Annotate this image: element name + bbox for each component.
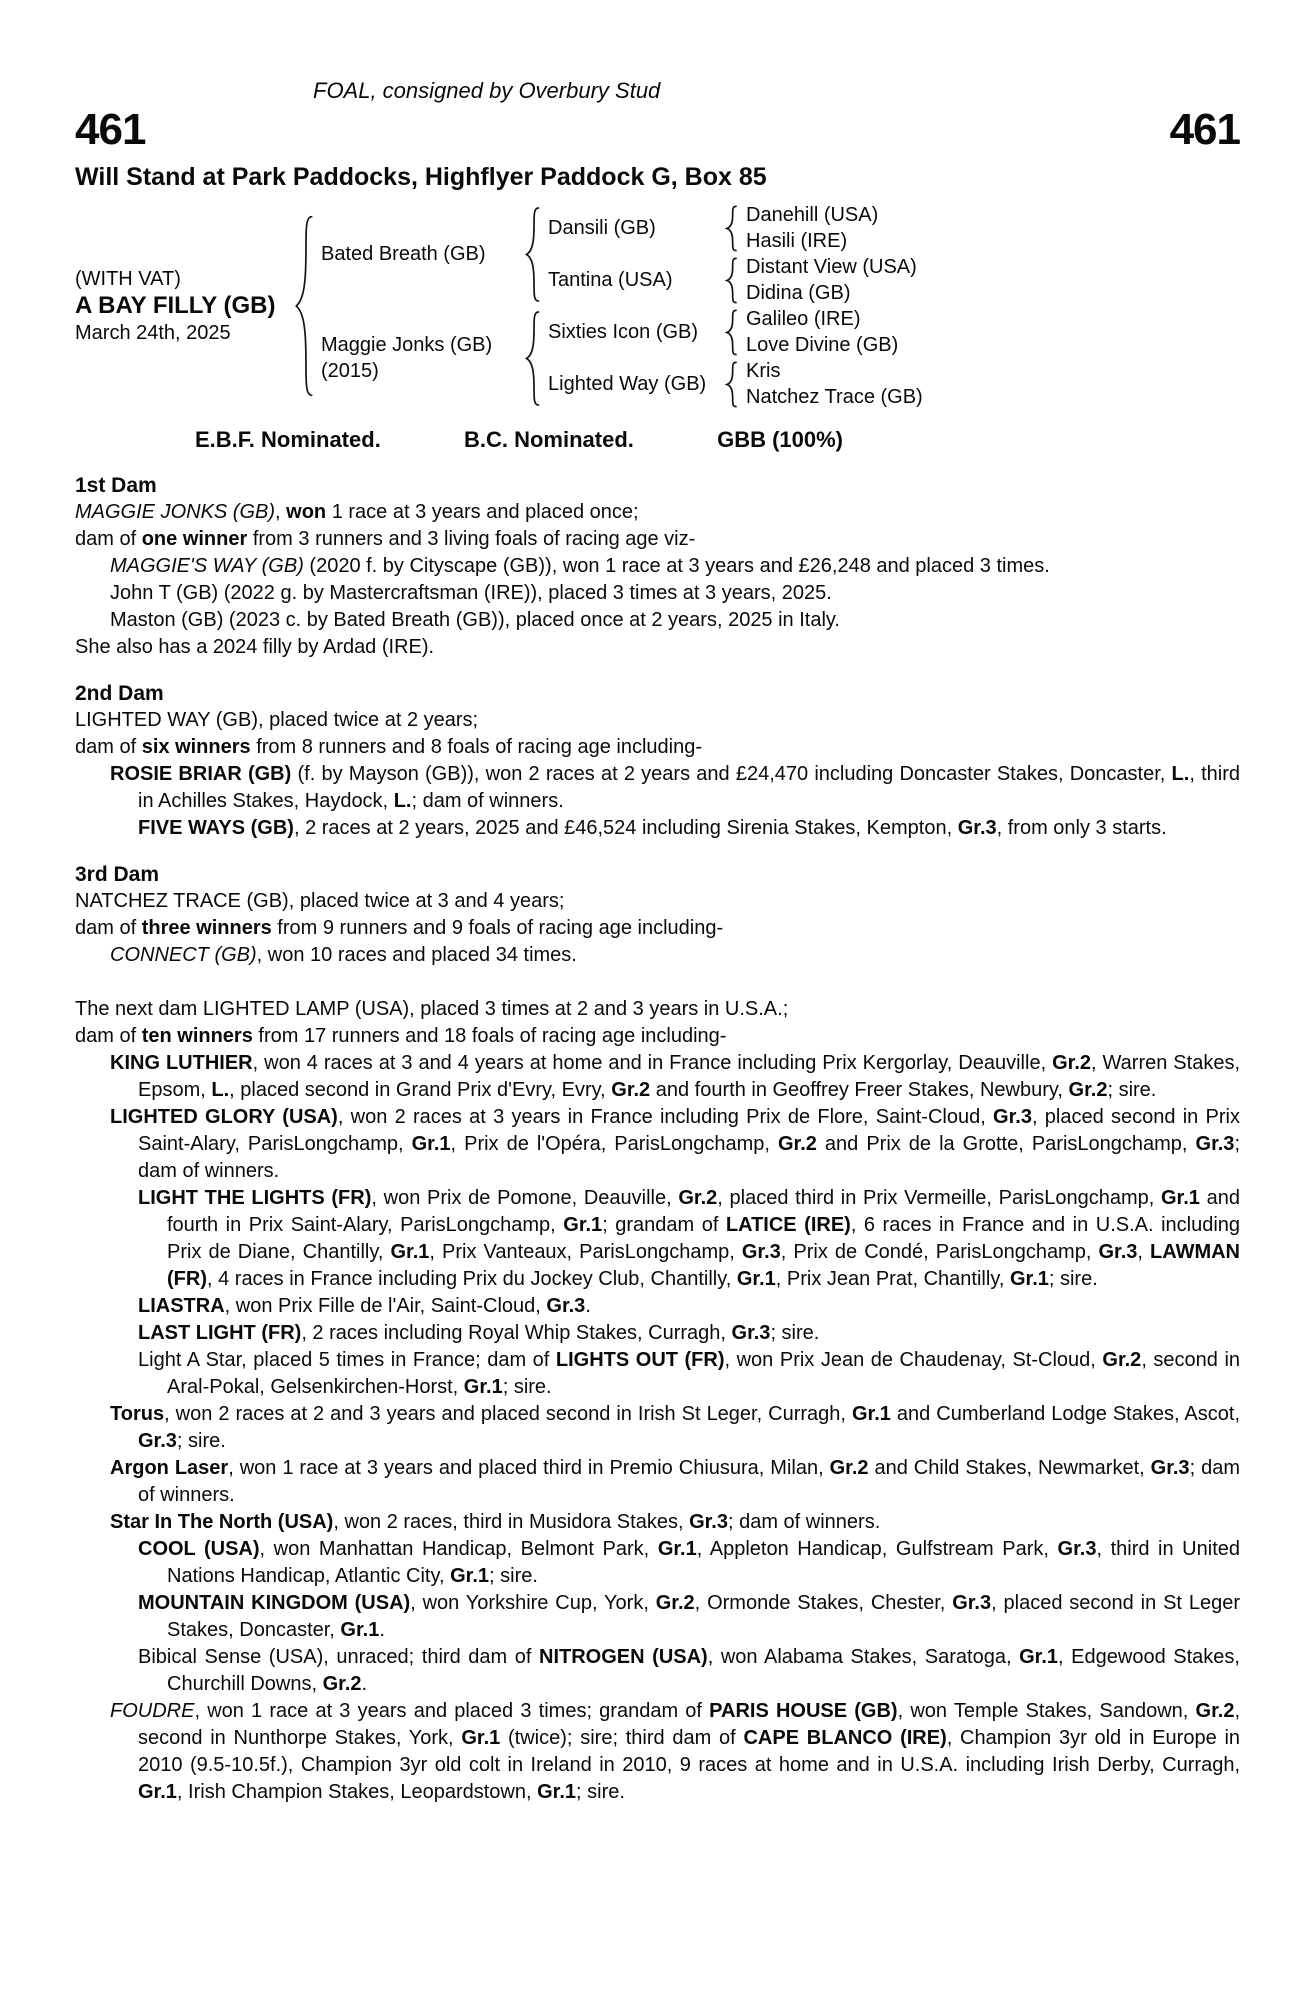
text-run: six winners — [141, 736, 251, 758]
catalogue-paragraph — [75, 815, 1240, 842]
text-run: , won Alabama Stakes, Saratoga, — [707, 1646, 1020, 1668]
catalogue-paragraph — [75, 1590, 1240, 1644]
catalogue-paragraph — [75, 1644, 1240, 1698]
text-run: from 17 runners and 18 foals of racing age including- — [252, 1025, 727, 1047]
text-run: , Ormonde Stakes, Chester, — [694, 1592, 953, 1614]
dam-section-heading: 1st Dam — [75, 474, 157, 497]
text-run: Gr.1 — [461, 1727, 501, 1749]
text-run: 1 race at 3 years and placed once; — [326, 501, 639, 523]
text-run: Gr.3 — [1150, 1457, 1190, 1479]
catalogue-paragraph — [75, 707, 1240, 734]
text-run: ; sire. — [770, 1322, 820, 1344]
pedigree-brace — [716, 205, 746, 252]
catalogue-paragraph — [75, 1023, 1240, 1050]
text-run: Gr.1 — [390, 1241, 430, 1263]
text-run: ; dam of winners. — [411, 790, 564, 812]
text-run: LIGHTED WAY (GB), placed twice at 2 years; — [75, 709, 479, 731]
text-run: , placed third in Prix Vermeille, ParisLongchamp, — [717, 1187, 1161, 1209]
text-run: KING LUTHIER — [110, 1052, 253, 1074]
text-run: ; dam of winners. — [727, 1511, 881, 1533]
text-run: , Appleton Handicap, Gulfstream Park, — [696, 1538, 1058, 1560]
text-run: from 9 runners and 9 foals of racing age including- — [271, 917, 724, 939]
nominations-row — [195, 426, 843, 453]
text-run: LIGHTED GLORY (USA) — [110, 1106, 338, 1128]
text-run: , won 2 races, third in Musidora Stakes, — [333, 1511, 690, 1533]
text-run: LAST LIGHT (FR) — [138, 1322, 302, 1344]
text-run: Gr.3 — [689, 1511, 728, 1533]
text-run: John T (GB) (2022 g. by Mastercraftsman (IRE)), placed 3 times at 3 years, 2025. — [110, 582, 832, 604]
text-run: ; dam of winners. — [138, 1133, 1240, 1182]
pedigree-brace — [287, 211, 321, 401]
text-run: . — [379, 1619, 385, 1641]
catalogue-paragraph — [75, 761, 1240, 815]
text-run: Torus — [110, 1403, 165, 1425]
text-run: LAWMAN (FR) — [167, 1241, 1240, 1290]
text-run: ; sire. — [489, 1565, 538, 1587]
text-run: MAGGIE'S WAY (GB) — [110, 555, 304, 577]
text-run: , won 2 races at 3 years in France including Prix de Flore, Saint-Cloud, — [337, 1106, 994, 1128]
text-run: Gr.3 — [731, 1322, 771, 1344]
subject-name: A BAY FILLY (GB) — [75, 292, 276, 319]
text-run: , Prix de Condé, ParisLongchamp, — [780, 1241, 1099, 1263]
text-run: from 8 runners and 8 foals of racing age including- — [250, 736, 703, 758]
text-run: , placed second in Grand Prix d'Evry, Evry, — [229, 1079, 612, 1101]
catalogue-paragraph — [75, 1293, 1240, 1320]
text-run: FIVE WAYS (GB) — [138, 817, 294, 839]
text-run: Gr.1 — [1019, 1646, 1059, 1668]
text-run: Gr.2 — [611, 1079, 651, 1101]
dam-name — [321, 332, 516, 384]
text-run: , won 1 race at 3 years and placed third in Premio Chiusura, Milan, — [228, 1457, 830, 1479]
text-run: , won Manhattan Handicap, Belmont Park, — [259, 1538, 658, 1560]
dam-section-heading: 2nd Dam — [75, 682, 164, 705]
text-run: , Prix Vanteaux, ParisLongchamp, — [429, 1241, 742, 1263]
text-run: ; sire. — [1107, 1079, 1157, 1101]
catalogue-paragraph — [75, 607, 1240, 634]
dam-section-heading: 3rd Dam — [75, 863, 160, 886]
great-grandsire: Kris — [746, 360, 781, 382]
catalogue-paragraph — [75, 1536, 1240, 1590]
text-run: FOUDRE — [110, 1700, 195, 1722]
text-run: Gr.2 — [322, 1673, 362, 1695]
catalogue-paragraph — [75, 1185, 1240, 1293]
text-run: Gr.2 — [777, 1133, 817, 1155]
great-granddam: Hasili (IRE) — [746, 230, 848, 252]
text-run: , won 10 races and placed 34 times. — [256, 944, 577, 966]
bc-nomination: B.C. Nominated. — [463, 427, 634, 452]
text-run: , placed second in Prix Saint-Alary, ParisLongchamp, — [138, 1106, 1240, 1155]
text-run: Maston (GB) (2023 c. by Bated Breath (GB)), placed once at 2 years, 2025 in Italy. — [110, 609, 840, 631]
text-run: Gr.1 — [1009, 1268, 1049, 1290]
subject-column — [75, 266, 287, 346]
text-run: , Irish Champion Stakes, Leopardstown, — [176, 1781, 538, 1803]
text-run: , Prix de l'Opéra, ParisLongchamp, — [450, 1133, 778, 1155]
consignor-title: FOAL, consigned by Overbury Stud — [313, 78, 661, 103]
pedigree-brace — [516, 309, 548, 408]
text-run: She also has a 2024 filly by Ardad (IRE). — [75, 636, 435, 658]
pedigree-brace — [716, 257, 746, 304]
catalogue-paragraph — [75, 1698, 1240, 1806]
stand-location-line: Will Stand at Park Paddocks, Highflyer Paddock G, Box 85 — [75, 163, 767, 191]
text-run: LATICE (IRE) — [725, 1214, 851, 1236]
catalogue-paragraph — [75, 1455, 1240, 1509]
text-run: Gr.2 — [1195, 1700, 1235, 1722]
text-run: Gr.1 — [463, 1376, 503, 1398]
sire-dam-name: Tantina (USA) — [548, 269, 673, 291]
great-granddam: Natchez Trace (GB) — [746, 386, 923, 408]
text-run: dam of — [75, 736, 142, 758]
text-run: , won 1 race at 3 years and placed 3 times; grandam of — [194, 1700, 710, 1722]
catalogue-paragraph — [75, 734, 1240, 761]
text-run: L. — [211, 1079, 230, 1101]
catalogue-paragraph — [75, 580, 1240, 607]
text-run: Gr.1 — [450, 1565, 490, 1587]
text-run: ; dam of winners. — [138, 1457, 1240, 1506]
text-run: Gr.1 — [563, 1214, 603, 1236]
sire-name: Bated Breath (GB) — [321, 243, 486, 265]
text-run: Gr.3 — [1195, 1133, 1235, 1155]
text-run: , won 2 races at 2 and 3 years and placed second in Irish St Leger, Curragh, — [164, 1403, 852, 1425]
text-run: dam of — [75, 528, 142, 550]
text-run: dam of — [75, 917, 142, 939]
text-run: , won 4 races at 3 and 4 years at home and in France including Prix Kergorlay, Deauville, — [252, 1052, 1053, 1074]
text-run: , Warren Stakes, Epsom, — [138, 1052, 1241, 1101]
text-run: PARIS HOUSE (GB) — [709, 1700, 898, 1722]
great-grandsire: Distant View (USA) — [746, 256, 917, 278]
text-run: , 4 races in France including Prix du Jockey Club, Chantilly, — [206, 1268, 737, 1290]
text-run: Gr.2 — [655, 1592, 695, 1614]
text-run: , won Prix Fille de l'Air, Saint-Cloud, — [224, 1295, 547, 1317]
text-run: Gr.1 — [1161, 1187, 1200, 1209]
text-run: , 6 races in France and in U.S.A. including Prix de Diane, Chantilly, — [167, 1214, 1241, 1263]
catalogue-paragraph — [75, 1104, 1240, 1185]
great-granddam: Love Divine (GB) — [746, 334, 899, 356]
text-run: Gr.1 — [340, 1619, 380, 1641]
text-run: ROSIE BRIAR (GB) — [110, 763, 292, 785]
catalogue-paragraph — [75, 499, 1240, 526]
great-granddam: Didina (GB) — [746, 282, 851, 304]
text-run: , won Yorkshire Cup, York, — [410, 1592, 656, 1614]
sire-sire-name: Dansili (GB) — [548, 217, 656, 239]
text-run: , 2 races at 2 years, 2025 and £46,524 including Sirenia Stakes, Kempton, — [293, 817, 958, 839]
text-run: , Prix Jean Prat, Chantilly, — [775, 1268, 1010, 1290]
text-run: , second in Aral-Pokal, Gelsenkirchen-Horst, — [167, 1349, 1241, 1398]
text-run: Gr.3 — [138, 1430, 177, 1452]
lot-number-right: 461 — [1169, 105, 1240, 154]
vat-note: (WITH VAT) — [75, 268, 181, 290]
text-run: Gr.2 — [1052, 1052, 1092, 1074]
text-run: NATCHEZ TRACE (GB), placed twice at 3 and 4 years; — [75, 890, 565, 912]
text-run: , Champion 3yr old in Europe in 2010 (9.5-10.5f.), Champion 3yr old colt in Ireland in 2010, 9 races at home and in U.S.A. including Irish Derby, Curragh, — [138, 1727, 1241, 1776]
catalogue-paragraph — [75, 526, 1240, 553]
catalogue-paragraph — [75, 1347, 1240, 1401]
text-run: Gr.1 — [851, 1403, 891, 1425]
text-run: and Prix de la Grotte, ParisLongchamp, — [816, 1133, 1196, 1155]
text-run: , from only 3 starts. — [996, 817, 1167, 839]
catalogue-paragraph — [75, 634, 1240, 661]
catalogue-sections — [75, 472, 1240, 1806]
text-run: NITROGEN (USA) — [539, 1646, 708, 1668]
text-run: LIASTRA — [138, 1295, 225, 1317]
text-run: , Edgewood Stakes, Churchill Downs, — [167, 1646, 1240, 1695]
pedigree-table — [75, 202, 1240, 410]
catalogue-paragraph — [75, 915, 1240, 942]
text-run: Gr.3 — [952, 1592, 992, 1614]
pedigree-brace — [516, 205, 548, 304]
text-run: Bibical Sense (USA), unraced; third dam of — [138, 1646, 540, 1668]
catalogue-paragraph — [75, 1320, 1240, 1347]
text-run: , won Prix Jean de Chaudenay, St-Cloud, — [724, 1349, 1103, 1371]
text-run: ten winners — [141, 1025, 253, 1047]
dam-name-line: Maggie Jonks (GB) — [321, 334, 493, 356]
text-run: , placed second in St Leger Stakes, Doncaster, — [167, 1592, 1240, 1641]
text-run: L. — [393, 790, 412, 812]
text-run: Gr.2 — [1068, 1079, 1108, 1101]
text-run: one winner — [141, 528, 248, 550]
catalogue-section — [75, 472, 1240, 661]
text-run: dam of — [75, 1025, 142, 1047]
text-run: Gr.1 — [138, 1781, 177, 1803]
text-run: , — [275, 501, 287, 523]
pedigree-brace — [716, 361, 746, 408]
text-run: three winners — [141, 917, 272, 939]
text-run: COOL (USA) — [138, 1538, 260, 1560]
text-run: LIGHT THE LIGHTS (FR) — [138, 1187, 372, 1209]
text-run: MOUNTAIN KINGDOM (USA) — [138, 1592, 411, 1614]
lot-number-left: 461 — [75, 105, 146, 154]
text-run: Gr.3 — [957, 817, 997, 839]
catalogue-section — [75, 680, 1240, 842]
dam-dam-name: Lighted Way (GB) — [548, 373, 707, 395]
text-run: Light A Star, placed 5 times in France; dam of — [138, 1349, 556, 1371]
catalogue-paragraph — [75, 888, 1240, 915]
text-run: Argon Laser — [110, 1457, 229, 1479]
text-run: ; sire. — [576, 1781, 625, 1803]
catalogue-paragraph — [75, 996, 1240, 1023]
text-run: and fourth in Geoffrey Freer Stakes, Newbury, — [650, 1079, 1069, 1101]
text-run: Gr.1 — [537, 1781, 577, 1803]
text-run: Gr.1 — [736, 1268, 776, 1290]
text-run: Gr.2 — [678, 1187, 718, 1209]
text-run: , — [1137, 1241, 1151, 1263]
text-run: Gr.1 — [657, 1538, 697, 1560]
catalogue-paragraph — [75, 1050, 1240, 1104]
text-run: CONNECT (GB) — [110, 944, 257, 966]
catalogue-section — [75, 996, 1240, 1806]
catalogue-paragraph — [75, 1401, 1240, 1455]
text-run: ; grandam of — [602, 1214, 726, 1236]
text-run: , won Temple Stakes, Sandown, — [897, 1700, 1196, 1722]
dam-sire-name: Sixties Icon (GB) — [548, 321, 699, 343]
text-run: LIGHTS OUT (FR) — [555, 1349, 725, 1371]
catalogue-paragraph — [75, 553, 1240, 580]
text-run: Gr.2 — [1102, 1349, 1142, 1371]
text-run: Gr.3 — [546, 1295, 586, 1317]
text-run: Gr.3 — [1098, 1241, 1138, 1263]
catalogue-section — [75, 861, 1240, 969]
great-grandsire: Galileo (IRE) — [746, 308, 861, 330]
text-run: , second in Nunthorpe Stakes, York, — [138, 1700, 1241, 1749]
great-grandsire: Danehill (USA) — [746, 204, 879, 226]
text-run: , 2 races including Royal Whip Stakes, Curragh, — [301, 1322, 732, 1344]
text-run: ; sire. — [1048, 1268, 1098, 1290]
text-run: (twice); sire; third dam of — [500, 1727, 744, 1749]
pedigree-brace — [716, 309, 746, 356]
text-run: Gr.3 — [741, 1241, 781, 1263]
text-run: and Cumberland Lodge Stakes, Ascot, — [890, 1403, 1240, 1425]
foal-date: March 24th, 2025 — [75, 322, 231, 344]
lot-number-row — [75, 106, 1240, 154]
text-run: CAPE BLANCO (IRE) — [743, 1727, 947, 1749]
catalogue-paragraph — [75, 1509, 1240, 1536]
text-run: . — [361, 1673, 368, 1695]
dam-year: (2015) — [321, 360, 379, 382]
text-run: ; sire. — [176, 1430, 226, 1452]
text-run: , won Prix de Pomone, Deauville, — [371, 1187, 679, 1209]
text-run: Gr.1 — [411, 1133, 451, 1155]
text-run: Gr.3 — [993, 1106, 1032, 1128]
text-run: , third in United Nations Handicap, Atlantic City, — [167, 1538, 1240, 1587]
text-run: won — [286, 501, 327, 523]
text-run: and Child Stakes, Newmarket, — [868, 1457, 1151, 1479]
text-run: Star In The North (USA) — [110, 1511, 334, 1533]
text-run: MAGGIE JONKS (GB) — [75, 501, 276, 523]
ebf-nomination: E.B.F. Nominated. — [195, 427, 381, 452]
text-run: The next dam LIGHTED LAMP (USA), placed 3 times at 2 and 3 years in U.S.A.; — [75, 998, 789, 1020]
text-run: , third in Achilles Stakes, Haydock, — [138, 763, 1240, 812]
text-run: Gr.2 — [829, 1457, 869, 1479]
text-run: ; sire. — [502, 1376, 552, 1398]
text-run: (f. by Mayson (GB)), won 2 races at 2 years and £24,470 including Doncaster Stakes, Doncaster, — [291, 763, 1172, 785]
text-run: (2020 f. by Cityscape (GB)), won 1 race at 3 years and £26,248 and placed 3 times. — [303, 555, 1050, 577]
catalogue-paragraph — [75, 942, 1240, 969]
text-run: from 3 runners and 3 living foals of racing age viz- — [247, 528, 696, 550]
text-run: L. — [1171, 763, 1190, 785]
gbb-status: GBB (100%) — [717, 427, 843, 452]
text-run: and fourth in Prix Saint-Alary, ParisLongchamp, — [167, 1187, 1240, 1236]
text-run: Gr.3 — [1057, 1538, 1097, 1560]
text-run: . — [585, 1295, 591, 1317]
